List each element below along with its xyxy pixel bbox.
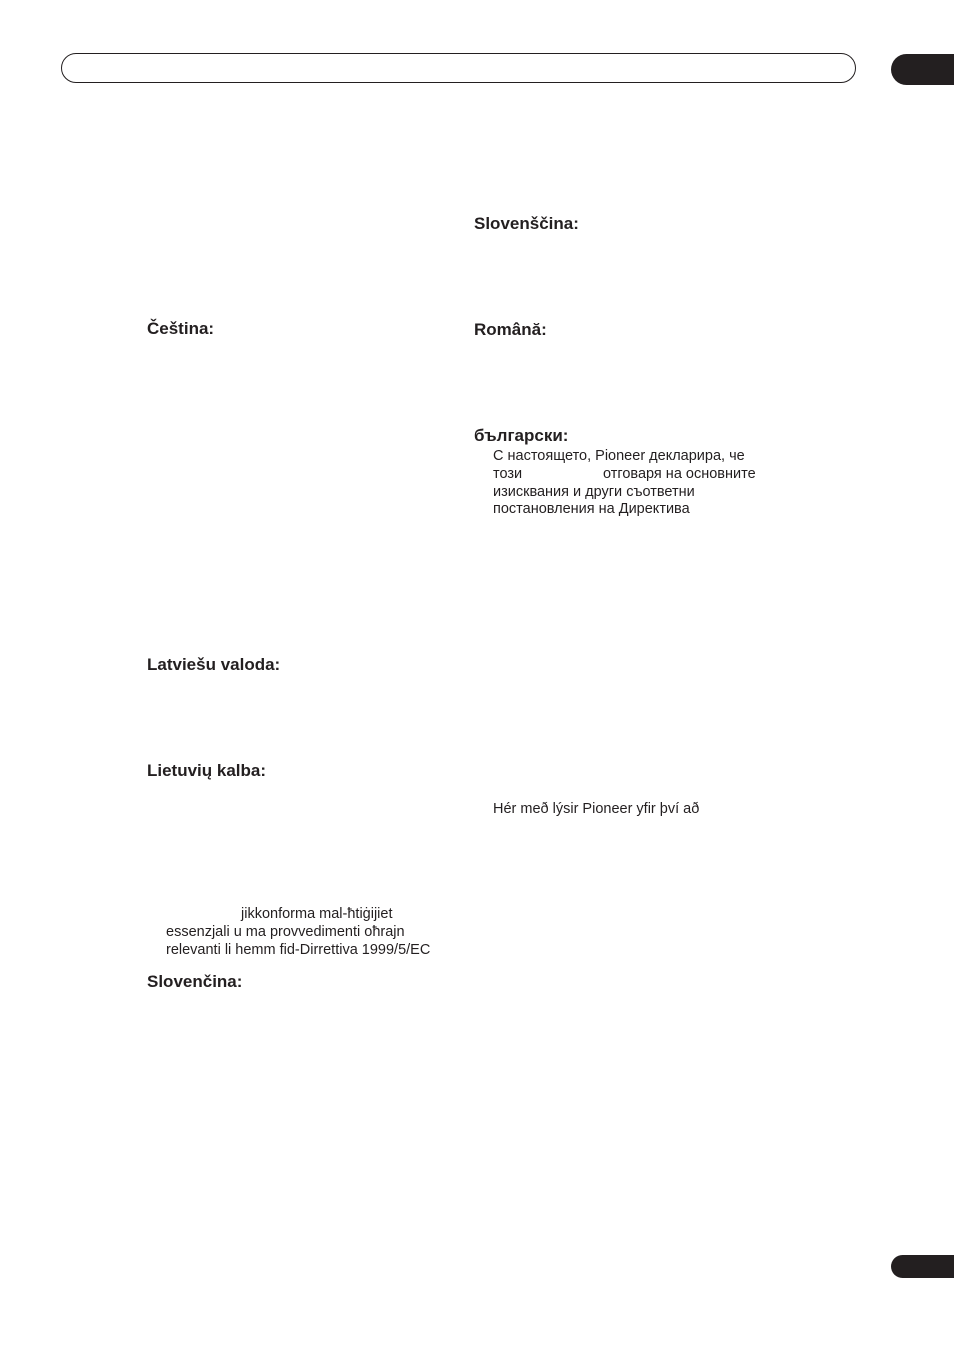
heading-cestina: Čeština:	[147, 319, 215, 338]
heading-bulgarski: български:	[474, 426, 569, 445]
bulgarian-line-4: постановления на Директива	[493, 501, 690, 517]
heading-lietuviu-kalba: Lietuvių kalba:	[147, 761, 267, 780]
header-bar	[61, 53, 856, 83]
section-tab-top	[891, 54, 954, 85]
heading-slovencina: Slovenčina:	[147, 972, 243, 991]
page-number-tab	[891, 1255, 954, 1278]
bulgarian-line-3: изисквания и други съответни	[493, 484, 695, 500]
bulgarian-line-1: С настоящето, Pioneer декларира, че	[493, 448, 745, 464]
heading-latviesu-valoda: Latviešu valoda:	[147, 655, 281, 674]
maltese-line-2: essenzjali u ma provvedimenti oħrajn	[166, 924, 405, 940]
icelandic-line: Hér með lýsir Pioneer yfir því að	[493, 801, 700, 817]
heading-slovenscina: Slovenščina:	[474, 214, 579, 233]
heading-romana: Română:	[474, 320, 547, 339]
maltese-line-1: jikkonforma mal-ħtiġijiet	[241, 906, 393, 922]
bulgarian-line-2-start: този	[493, 466, 523, 482]
maltese-line-3: relevanti li hemm fid-Dirrettiva 1999/5/EC	[166, 942, 431, 958]
bulgarian-line-2-end: отговаря на основните	[603, 466, 756, 482]
